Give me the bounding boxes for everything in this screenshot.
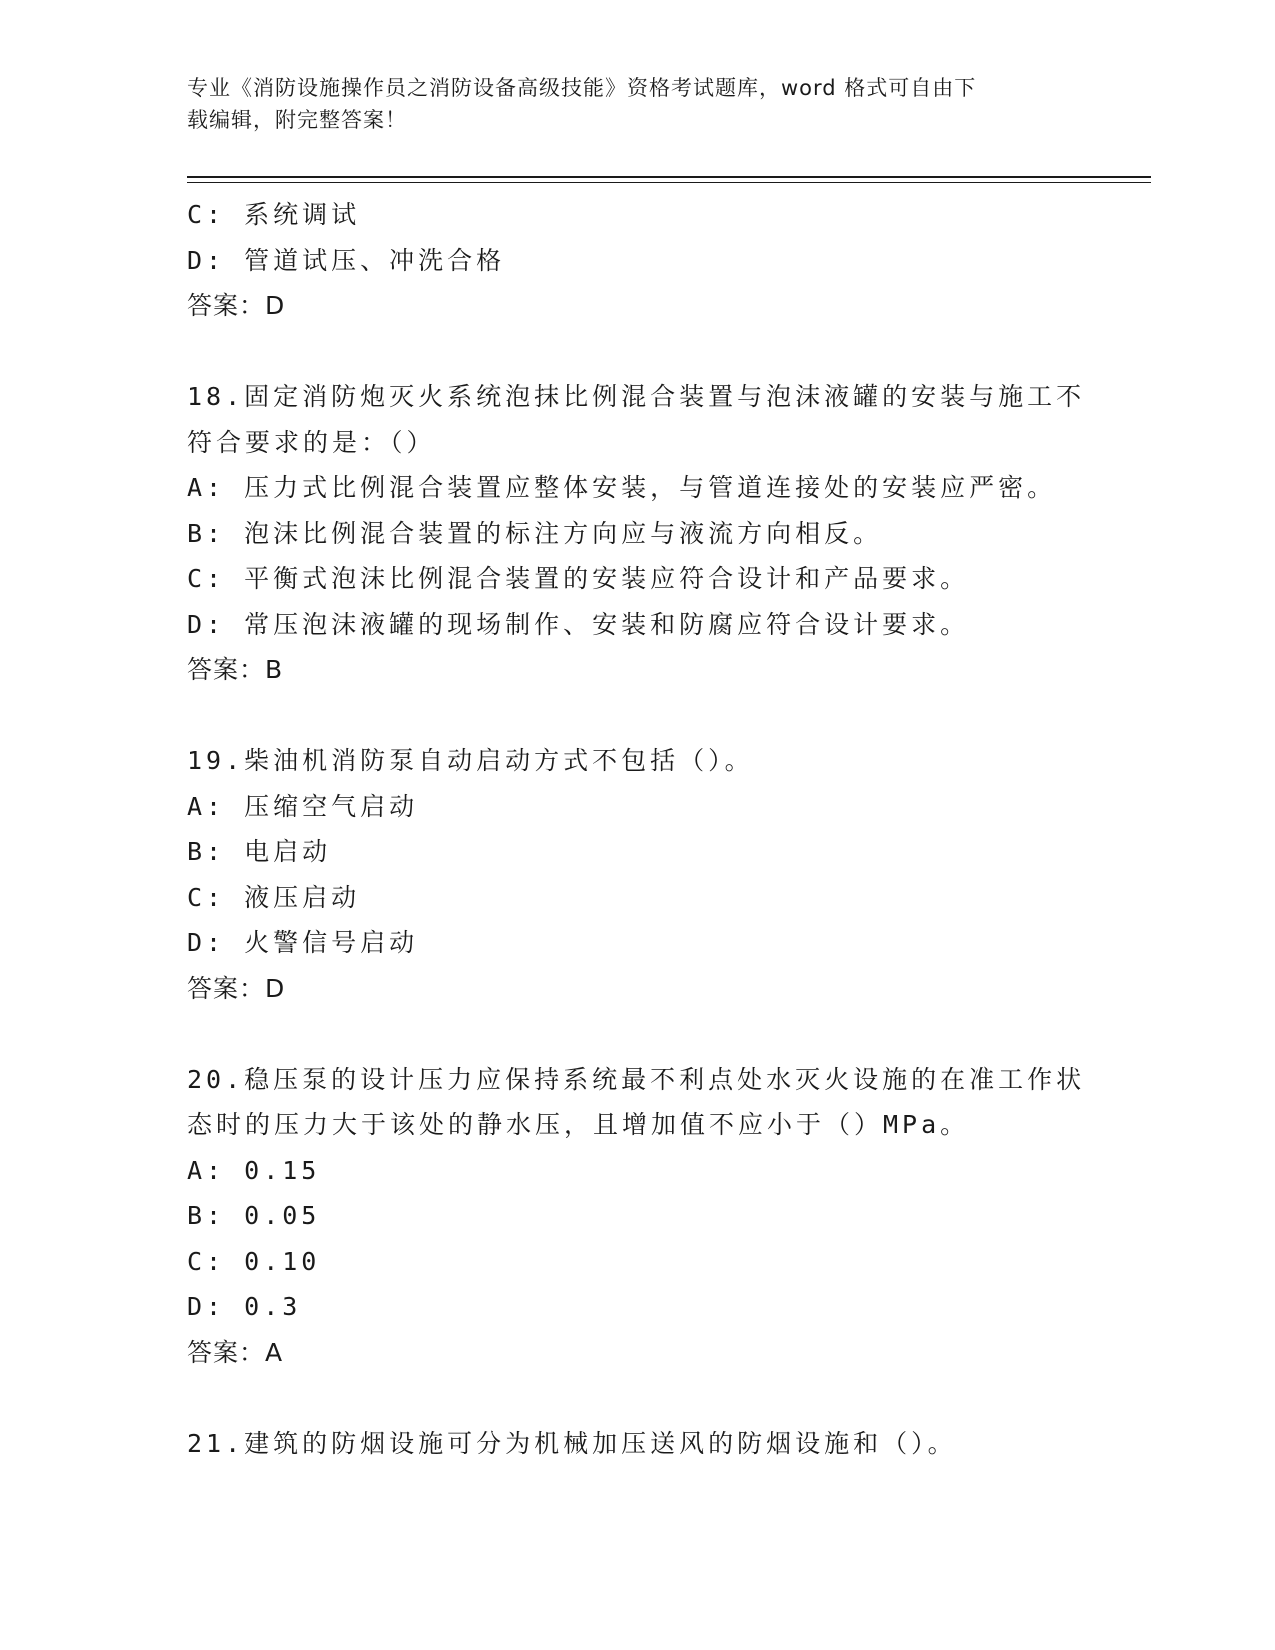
option-line: B: 泡沫比例混合装置的标注方向应与液流方向相反。: [187, 518, 883, 548]
option-line: D: 火警信号启动: [187, 928, 419, 957]
option-line: A: 压力式比例混合装置应整体安装，与管道连接处的安装应严密。: [187, 473, 1057, 502]
blank-line: [187, 693, 1087, 739]
answer-line: 答案：A: [187, 1337, 284, 1367]
answer-line: 答案：B: [187, 655, 284, 684]
header-rule-thin: [187, 182, 1151, 183]
page-header: [187, 72, 1087, 136]
option-line: D: 0.3: [187, 1292, 302, 1321]
option-line: C: 平衡式泡沫比例混合装置的安装应符合设计和产品要求。: [187, 564, 970, 593]
option-line: C: 0.10: [187, 1246, 321, 1276]
blank-line: [187, 1011, 1087, 1057]
option-line: C: 系统调试: [187, 200, 361, 229]
question-line: 符合要求的是：（）: [187, 427, 436, 457]
question-line: 态时的压力大于该处的静水压，且增加值不应小于（）MPa。: [187, 1110, 970, 1139]
question-content: [187, 192, 1087, 1466]
answer-line: 答案：D: [187, 973, 286, 1003]
header-rule-thick: [187, 176, 1151, 178]
option-line: D: 管道试压、冲洗合格: [187, 245, 506, 275]
question-line: 19.柴油机消防泵自动启动方式不包括（）。: [187, 746, 754, 775]
blank-line: [187, 1375, 1087, 1421]
header-line-1: 专业《消防设施操作员之消防设备高级技能》资格考试题库，word 格式可自由下: [187, 76, 977, 100]
option-line: B: 电启动: [187, 837, 332, 866]
question-line: 21.建筑的防烟设施可分为机械加压送风的防烟设施和（）。: [187, 1428, 957, 1458]
option-line: C: 液压启动: [187, 882, 361, 912]
question-line: 18.固定消防炮灭火系统泡抹比例混合装置与泡沫液罐的安装与施工不: [187, 382, 1086, 411]
blank-line: [187, 329, 1087, 375]
header-line-2: 载编辑，附完整答案！: [187, 108, 407, 132]
option-line: D: 常压泡沫液罐的现场制作、安装和防腐应符合设计要求。: [187, 609, 970, 639]
option-line: B: 0.05: [187, 1201, 321, 1230]
option-line: A: 压缩空气启动: [187, 791, 419, 821]
answer-line: 答案：D: [187, 291, 286, 320]
option-line: A: 0.15: [187, 1155, 321, 1185]
question-line: 20.稳压泵的设计压力应保持系统最不利点处水灭火设施的在准工作状: [187, 1064, 1086, 1094]
